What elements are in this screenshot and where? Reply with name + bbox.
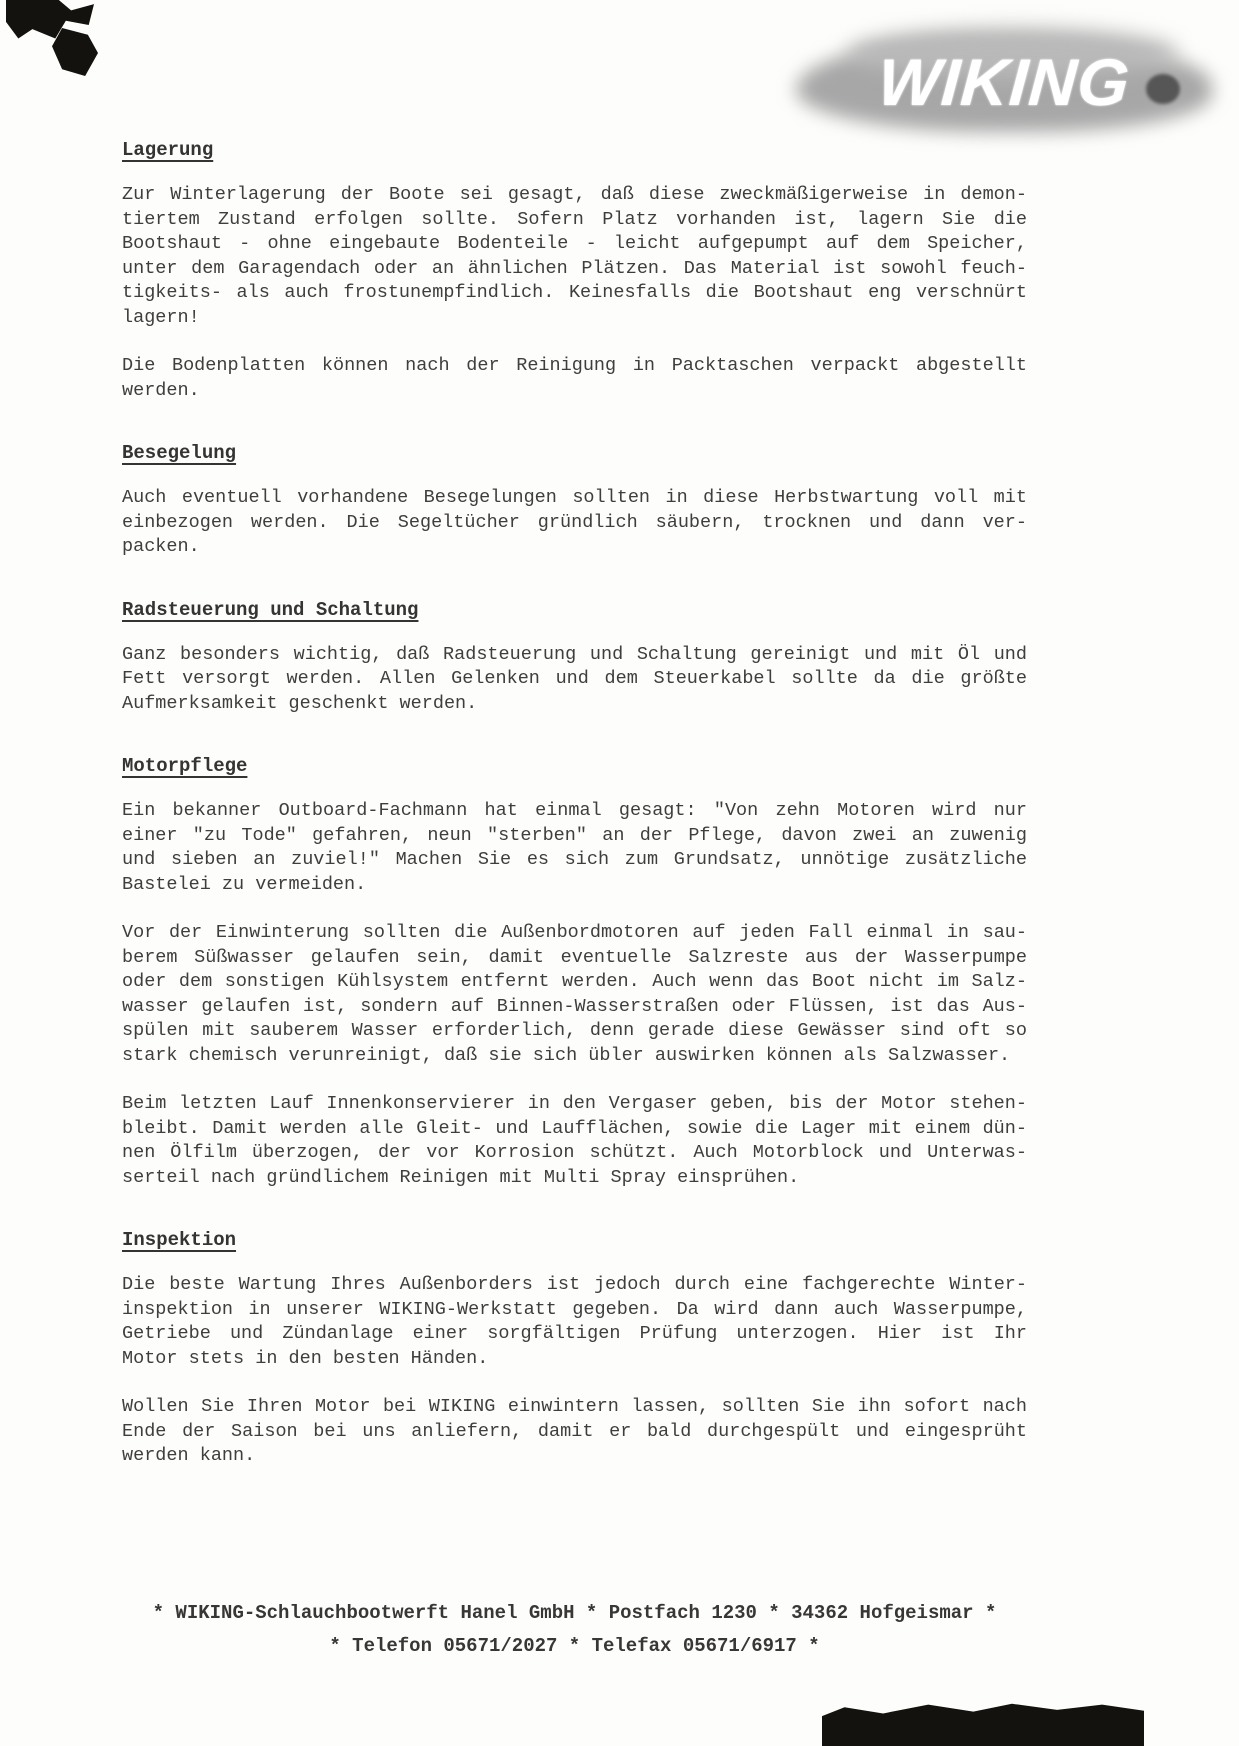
paragraph — [122, 643, 1027, 717]
text-line: stark chemisch verunreinigt, daß sie sich übler auswirken können als Salzwasser. — [122, 1044, 1011, 1066]
text-line: packen. — [122, 536, 200, 557]
footer-phone-line: * Telefon 05671/2027 * Telefax 05671/6917 * — [329, 1635, 820, 1657]
text-line: Zur Winterlagerung der Boote sei gesagt, daß diese zweckmäßigerweise in demon- — [122, 184, 1027, 205]
text-line: einbezogen werden. Die Segeltücher gründlich säubern, trocknen und dann ver- — [122, 511, 1027, 533]
text-line: werden. — [122, 379, 200, 401]
text-line: Fett versorgt werden. Allen Gelenken und dem Steuerkabel sollte da die größte — [122, 668, 1027, 689]
section-motorpflege — [122, 754, 1027, 1190]
text-line: lagern! — [122, 306, 200, 328]
paragraph — [122, 921, 1027, 1068]
text-line: berem Süßwasser gelaufen sein, damit eventuelle Salzreste aus der Wasserpumpe — [122, 946, 1027, 968]
scan-artifact-bottom — [822, 1702, 1144, 1746]
paragraph — [122, 1395, 1027, 1469]
wiking-logo — [788, 26, 1220, 144]
text-line: Ein bekanner Outboard-Fachmann hat einmal gesagt: "Von zehn Motoren wird nur — [122, 800, 1027, 821]
section-heading: Lagerung — [122, 139, 214, 161]
section-lagerung — [122, 138, 1027, 403]
text-line: Ganz besonders wichtig, daß Radsteuerung und Schaltung gereinigt und mit Öl und — [122, 643, 1027, 665]
text-line: Vor der Einwinterung sollten die Außenbordmotoren auf jeden Fall einmal in sau- — [122, 922, 1027, 943]
text-line: Auch eventuell vorhandene Besegelungen sollten in diese Herbstwartung voll mit — [122, 487, 1027, 508]
section-inspektion — [122, 1228, 1027, 1469]
section-heading: Besegelung — [122, 442, 237, 464]
logo-wordmark: WIKING — [875, 45, 1133, 119]
text-line: inspektion in unserer WIKING-Werkstatt gegeben. Da wird dann auch Wasserpumpe, — [122, 1298, 1027, 1320]
footer-address-line: * WIKING-Schlauchbootwerft Hanel GmbH * Postfach 1230 * 34362 Hofgeismar * — [152, 1602, 997, 1624]
text-line: oder dem sonstigen Kühlsystem entfernt werden. Auch wenn das Boot nicht im Salz- — [122, 971, 1027, 992]
document-body — [122, 138, 1027, 1469]
logo-g-counter — [1146, 74, 1180, 104]
text-line: Bastelei zu vermeiden. — [122, 873, 367, 895]
text-line: einer "zu Tode" gefahren, neun "sterben" an der Pflege, davon zwei an zuwenig — [122, 824, 1027, 846]
text-line: Ende der Saison bei uns anliefern, damit er bald durchgespült und eingesprüht — [122, 1420, 1027, 1442]
text-line: Bootshaut - ohne eingebaute Bodenteile - leicht aufgepumpt auf dem Speicher, — [122, 233, 1027, 254]
text-line: serteil nach gründlichem Reinigen mit Multi Spray einsprühen. — [122, 1166, 800, 1188]
paragraph — [122, 1273, 1027, 1371]
text-line: Getriebe und Zündanlage einer sorgfältigen Prüfung unterzogen. Hier ist Ihr — [122, 1323, 1027, 1344]
text-line: Motor stets in den besten Händen. — [122, 1347, 489, 1369]
text-line: Beim letzten Lauf Innenkonservierer in den Vergaser geben, bis der Motor stehen- — [122, 1093, 1027, 1114]
paragraph — [122, 183, 1027, 330]
footer — [122, 1597, 1027, 1663]
section-heading: Inspektion — [122, 1229, 237, 1251]
text-line: unter dem Garagendach oder an ähnlichen Plätzen. Das Material ist sowohl feuch- — [122, 257, 1027, 279]
paragraph — [122, 1092, 1027, 1190]
section-heading: Radsteuerung und Schaltung — [122, 598, 419, 621]
text-line: bleibt. Damit werden alle Gleit- und Laufflächen, sowie die Lager mit einem dün- — [122, 1117, 1027, 1139]
section-heading: Motorpflege — [122, 755, 248, 777]
text-line: spülen mit sauberem Wasser erforderlich, denn gerade diese Gewässer sind oft so — [122, 1020, 1027, 1041]
text-line: tigkeits- als auch frostunempfindlich. Keinesfalls die Bootshaut eng verschnürt — [122, 282, 1027, 303]
text-line: Die Bodenplatten können nach der Reinigung in Packtaschen verpackt abgestellt — [122, 355, 1027, 376]
text-line: Die beste Wartung Ihres Außenborders ist jedoch durch eine fachgerechte Winter- — [122, 1274, 1027, 1295]
text-line: nen Ölfilm überzogen, der vor Korrosion schützt. Auch Motorblock und Unterwas- — [122, 1142, 1027, 1163]
text-line: Aufmerksamkeit geschenkt werden. — [122, 692, 478, 714]
paragraph — [122, 799, 1027, 897]
section-besegelung — [122, 441, 1027, 560]
paragraph — [122, 354, 1027, 403]
scan-artifact-top-left-2 — [52, 28, 98, 76]
text-line: werden kann. — [122, 1445, 256, 1466]
paragraph — [122, 486, 1027, 560]
text-line: und sieben an zuviel!" Machen Sie es sich zum Grundsatz, unnötige zusätzliche — [122, 849, 1027, 870]
text-line: tiertem Zustand erfolgen sollte. Sofern Platz vorhanden ist, lagern Sie die — [122, 208, 1027, 230]
text-line: wasser gelaufen ist, sondern auf Binnen-Wasserstraßen oder Flüssen, ist das Aus- — [122, 995, 1027, 1017]
section-radsteuerung-und-schaltung — [122, 598, 1027, 717]
text-line: Wollen Sie Ihren Motor bei WIKING einwintern lassen, sollten Sie ihn sofort nach — [122, 1396, 1027, 1417]
